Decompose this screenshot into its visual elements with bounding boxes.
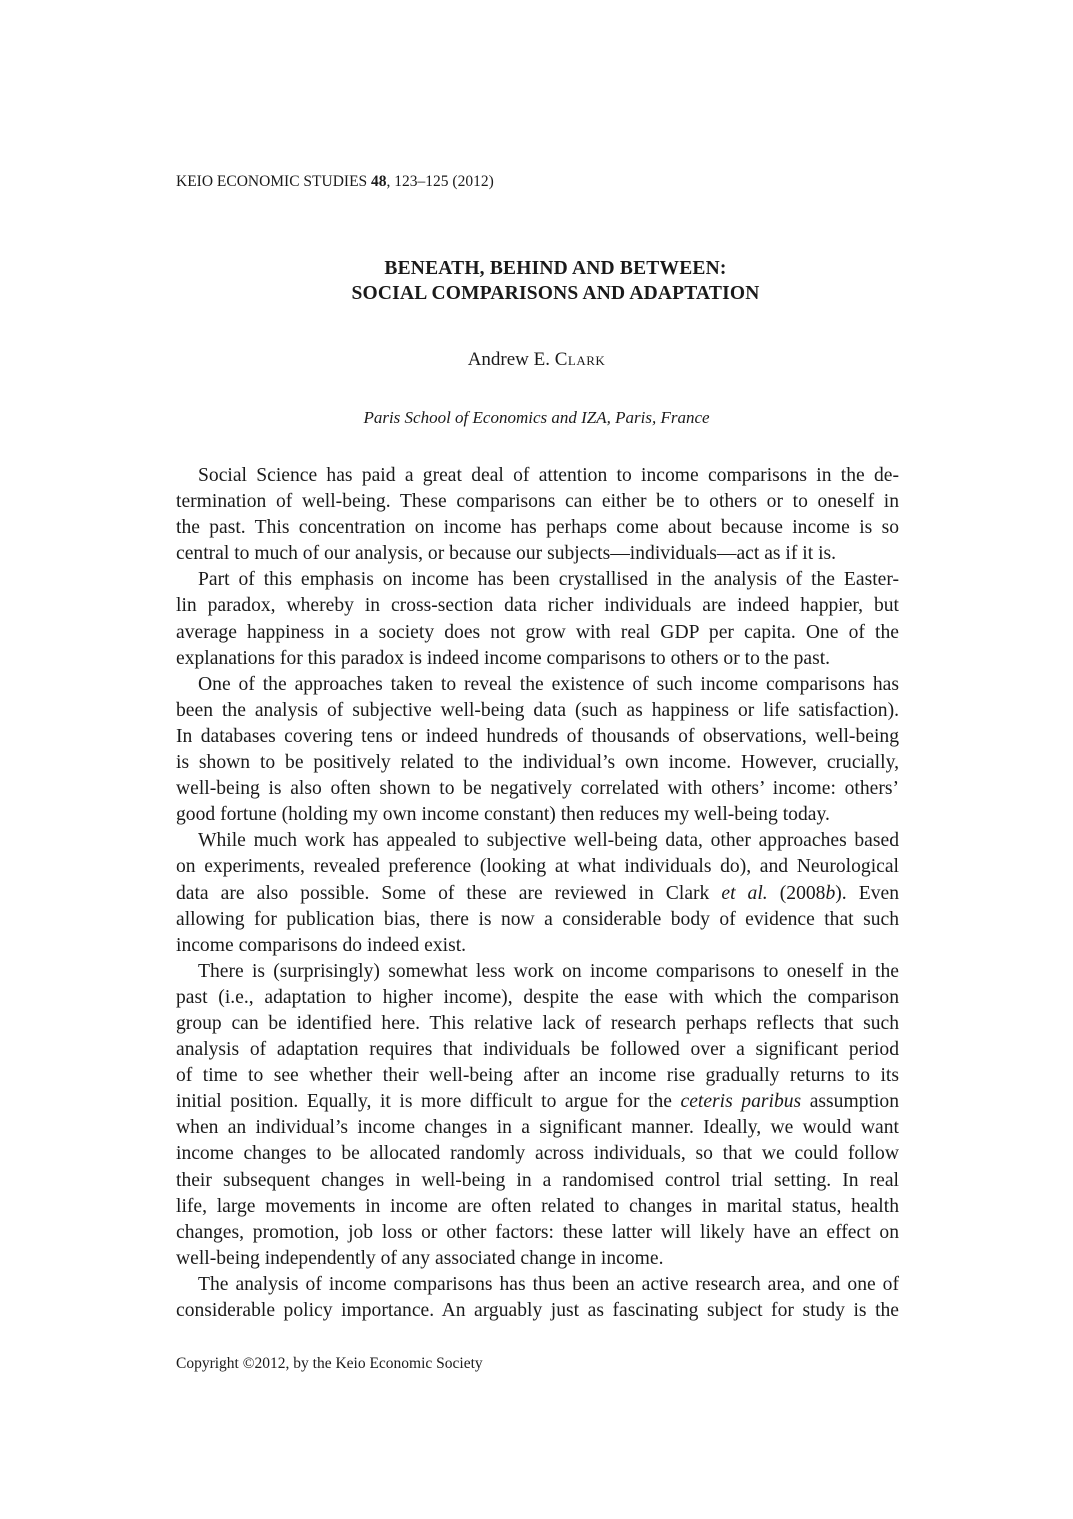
journal-pages-year: , 123–125 (2012)	[386, 173, 494, 190]
author-affiliation: Paris School of Economics and IZA, Paris, France	[363, 408, 710, 427]
text-line: of time to see whether their well-being after an income rise gradually returns to its	[176, 1065, 899, 1087]
text-line: considerable policy importance. An arguably just as fascinating subject for study is the	[176, 1300, 899, 1321]
article-title-line-2: SOCIAL COMPARISONS AND ADAPTATION	[351, 283, 760, 304]
author-given-name: Andrew E.	[467, 349, 555, 370]
copyright-notice: Copyright ©2012, by the Keio Economic Society	[176, 1355, 483, 1372]
citation-year-open: (2008	[767, 882, 826, 904]
author-name	[0, 349, 1073, 371]
text-line: Social Science has paid a great deal of attention to income comparisons in the de-	[198, 465, 899, 486]
emphasis-ceteris-paribus: ceteris paribus	[680, 1091, 802, 1113]
text-line: Part of this emphasis on income has been crystallised in the analysis of the Easter-	[198, 569, 899, 591]
journal-citation-header	[176, 173, 494, 191]
text-fragment: assumption	[801, 1091, 899, 1113]
text-line: analysis of adaptation requires that individuals be followed over a significant period	[176, 1039, 899, 1061]
citation-year-close: ). Even	[835, 882, 899, 904]
text-line: their subsequent changes in well-being in a randomised control trial setting. In real	[176, 1169, 899, 1191]
text-line: allowing for publication bias, there is now a considerable body of evidence that such	[176, 908, 899, 930]
text-line: life, large movements in income are often related to changes in marital status, health	[176, 1195, 899, 1217]
paragraph-2	[176, 567, 899, 671]
text-line: is shown to be positively related to the individual’s own income. However, crucially,	[176, 752, 899, 774]
text-line: termination of well-being. These comparisons can either be to others or to oneself in	[176, 491, 899, 513]
text-line: income comparisons do indeed exist.	[176, 934, 467, 956]
text-line: group can be identified here. This relative lack of research perhaps reflects that such	[176, 1012, 899, 1034]
text-line: The analysis of income comparisons has thus been an active research area, and one of	[198, 1273, 899, 1295]
text-fragment: data are also possible. Some of these are reviewed in Clark	[176, 882, 722, 904]
text-line-with-citation	[176, 881, 899, 907]
text-line: the past. This concentration on income has perhaps come about because income is so	[176, 517, 899, 539]
text-line: explanations for this paradox is indeed income comparisons to others or to the past.	[176, 647, 831, 669]
text-line: lin paradox, whereby in cross-section data richer individuals are indeed happier, but	[176, 595, 899, 617]
text-line: well-being is also often shown to be negatively correlated with others’ income: others’	[176, 778, 899, 800]
text-line: While much work has appealed to subjective well-being data, other approaches based	[198, 830, 899, 852]
article-body	[176, 463, 899, 1324]
text-line-with-emphasis	[176, 1089, 899, 1115]
text-line: There is (surprisingly) somewhat less work on income comparisons to oneself in the	[198, 960, 899, 982]
text-line: past (i.e., adaptation to higher income), despite the ease with which the comparison	[176, 986, 899, 1008]
author-surname: Clark	[554, 349, 606, 370]
text-line: good fortune (holding my own income constant) then reduces my well-being today.	[176, 804, 830, 826]
text-line: on experiments, revealed preference (looking at what individuals do), and Neurological	[176, 856, 899, 878]
paragraph-3	[176, 672, 899, 829]
journal-name: KEIO ECONOMIC STUDIES	[176, 173, 368, 190]
paragraph-4	[176, 828, 899, 958]
citation-year-suffix: b	[825, 882, 836, 904]
text-line: when an individual’s income changes in a significant manner. Ideally, we would want	[176, 1117, 899, 1139]
text-line: been the analysis of subjective well-being data (such as happiness or life satisfaction).	[176, 699, 899, 721]
text-line: average happiness in a society does not grow with real GDP per capita. One of the	[176, 621, 899, 643]
text-line: One of the approaches taken to reveal the existence of such income comparisons has	[198, 673, 899, 695]
journal-volume: 48	[371, 173, 387, 190]
text-line: changes, promotion, job loss or other factors: these latter will likely have an effect on	[176, 1221, 899, 1243]
paragraph-6	[176, 1272, 899, 1324]
paragraph-1	[176, 463, 899, 567]
text-line: In databases covering tens or indeed hundreds of thousands of observations, well-being	[176, 725, 899, 747]
article-title-line-1: BENEATH, BEHIND AND BETWEEN:	[384, 258, 727, 279]
text-line: central to much of our analysis, or because our subjects—individuals—act as if it is.	[176, 543, 837, 565]
text-line: well-being independently of any associated change in income.	[176, 1247, 664, 1269]
text-line: income changes to be allocated randomly across individuals, so that we could follow	[176, 1143, 899, 1165]
text-fragment: initial position. Equally, it is more difficult to argue for the	[176, 1091, 681, 1113]
citation-et-al: et al.	[721, 882, 768, 904]
paragraph-5	[176, 959, 899, 1272]
